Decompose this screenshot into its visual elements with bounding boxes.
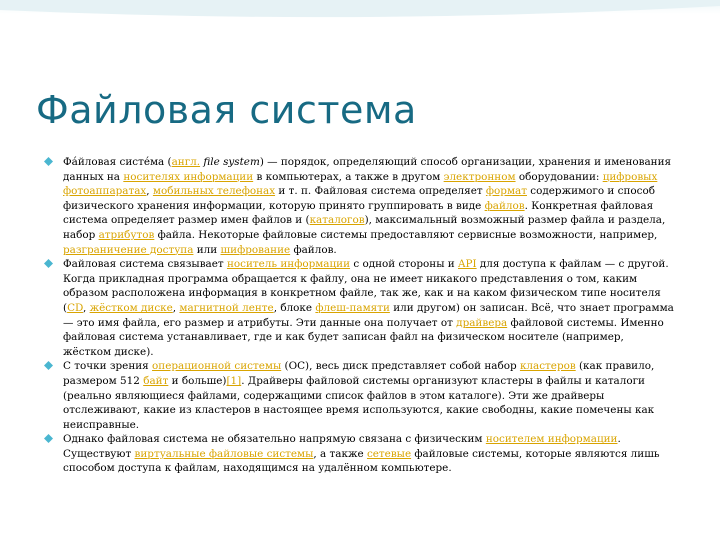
inline-link[interactable]: кластеров bbox=[519, 360, 576, 373]
text-run: файловой системы. Именно файловая система устанавливает, где и как будет записан файл на физическом носителе (например, жёстком диске). bbox=[63, 316, 664, 358]
inline-link[interactable]: носитель информации bbox=[226, 258, 351, 271]
text-run: содержимого и способ физического хранения информации, которую принято группировать в виде bbox=[63, 185, 655, 212]
text-run: файлов. bbox=[290, 243, 337, 256]
text-run: , а также bbox=[313, 447, 367, 460]
inline-link[interactable]: мобильных телефонах bbox=[152, 185, 276, 198]
text-run: , bbox=[146, 185, 153, 198]
text-run: (ОС), весь диск представляет собой набор bbox=[281, 360, 520, 373]
inline-link[interactable]: операционной системы bbox=[152, 360, 282, 373]
text-run: и т. п. Файловая система определяет bbox=[275, 185, 486, 198]
bullet-item bbox=[44, 257, 674, 359]
text-run: файловые системы, которые являются лишь способом доступа к файлам, находящимся на удалённом компьютере. bbox=[63, 447, 660, 475]
top-decor-curve bbox=[0, 0, 720, 30]
text-run: с одной стороны и bbox=[350, 258, 458, 271]
text-run: Фа́йловая систе́ма ( bbox=[63, 156, 172, 168]
text-run: Файловая система связывает bbox=[63, 258, 227, 271]
text-run: , bbox=[82, 301, 90, 314]
diamond-bullet-icon bbox=[44, 157, 53, 166]
inline-link[interactable]: носителях информации bbox=[123, 170, 254, 183]
inline-link[interactable]: CD bbox=[67, 301, 83, 314]
text-run: оборудовании: bbox=[515, 170, 603, 183]
text-run: и больше) bbox=[168, 374, 227, 387]
text-run: Однако файловая система не обязательно напрямую связана с физическим bbox=[63, 433, 486, 446]
inline-link[interactable]: носителем информации bbox=[485, 433, 618, 446]
text-run: в компьютерах, а также в другом bbox=[253, 170, 444, 183]
inline-link[interactable]: электронном bbox=[443, 170, 516, 183]
inline-link[interactable]: англ. bbox=[171, 156, 201, 168]
inline-link[interactable]: магнитной ленте bbox=[179, 301, 274, 314]
diamond-bullet-icon bbox=[44, 259, 53, 268]
text-run: для доступа к файлам — с другой. Когда прикладная программа обращается к файлу, она не имеет никакого представления о том, каким образом расположена информация в конкретном файле, так же, как и на каком физическом типе носителя ( bbox=[63, 258, 669, 314]
inline-link[interactable]: байт bbox=[143, 374, 169, 387]
text-run: файла. Некоторые файловые системы предоставляют сервисные возможности, например, bbox=[154, 228, 658, 241]
text-run: . Конкретная файловая система определяет размер имен файлов и ( bbox=[63, 199, 654, 227]
inline-link[interactable]: файлов bbox=[484, 199, 525, 212]
inline-link[interactable]: драйвера bbox=[456, 316, 508, 329]
inline-link[interactable]: сетевые bbox=[366, 447, 412, 460]
inline-link[interactable]: [1] bbox=[226, 374, 242, 387]
text-run: ) — порядок, определяющий способ организации, хранения и именования данных на bbox=[63, 156, 672, 183]
diamond-bullet-icon bbox=[44, 434, 53, 443]
bullet-item bbox=[44, 359, 674, 432]
inline-link[interactable]: атрибутов bbox=[98, 228, 155, 241]
bullet-item bbox=[44, 155, 674, 257]
inline-link[interactable]: цифровых фотоаппаратах bbox=[63, 170, 658, 198]
inline-link[interactable]: формат bbox=[485, 185, 527, 198]
slide-title: Файловая система bbox=[36, 88, 417, 132]
bullet-item bbox=[44, 432, 674, 476]
text-run: ), максимальный возможный размер файла и раздела, набор bbox=[63, 214, 666, 241]
inline-link[interactable]: жёстком диске bbox=[89, 301, 173, 314]
text-run: или другом) он записан. Всё, что знает программа — это имя файла, его размер и атрибуты. Эти данные она получает от bbox=[63, 301, 674, 329]
inline-link[interactable]: каталогов bbox=[309, 214, 365, 227]
inline-link[interactable]: API bbox=[458, 258, 477, 271]
diamond-bullet-icon bbox=[44, 361, 53, 370]
text-run: , bbox=[172, 301, 180, 314]
inline-link[interactable]: флеш-памяти bbox=[315, 301, 390, 314]
text-run: . Драйверы файловой системы организуют кластеры в файлы и каталоги (реально являющиеся файлами, содержащими список файлов в этом каталоге). Эти же драйверы отслеживают, какие из кластеров в настоящее время используются, какие свободны, какие помечены как неисправные. bbox=[63, 374, 655, 431]
inline-link[interactable]: разграничение доступа bbox=[63, 243, 194, 256]
text-run: или bbox=[193, 243, 221, 256]
text-run: file system bbox=[200, 156, 260, 168]
text-run: , блоке bbox=[273, 301, 316, 314]
inline-link[interactable]: шифрование bbox=[220, 243, 291, 256]
text-run: С точки зрения bbox=[63, 360, 153, 373]
bullet-list bbox=[44, 155, 674, 476]
inline-link[interactable]: виртуальные файловые системы bbox=[134, 447, 314, 460]
text-run: (как правило, размером 512 bbox=[63, 360, 655, 387]
text-run: . Существуют bbox=[63, 433, 621, 460]
